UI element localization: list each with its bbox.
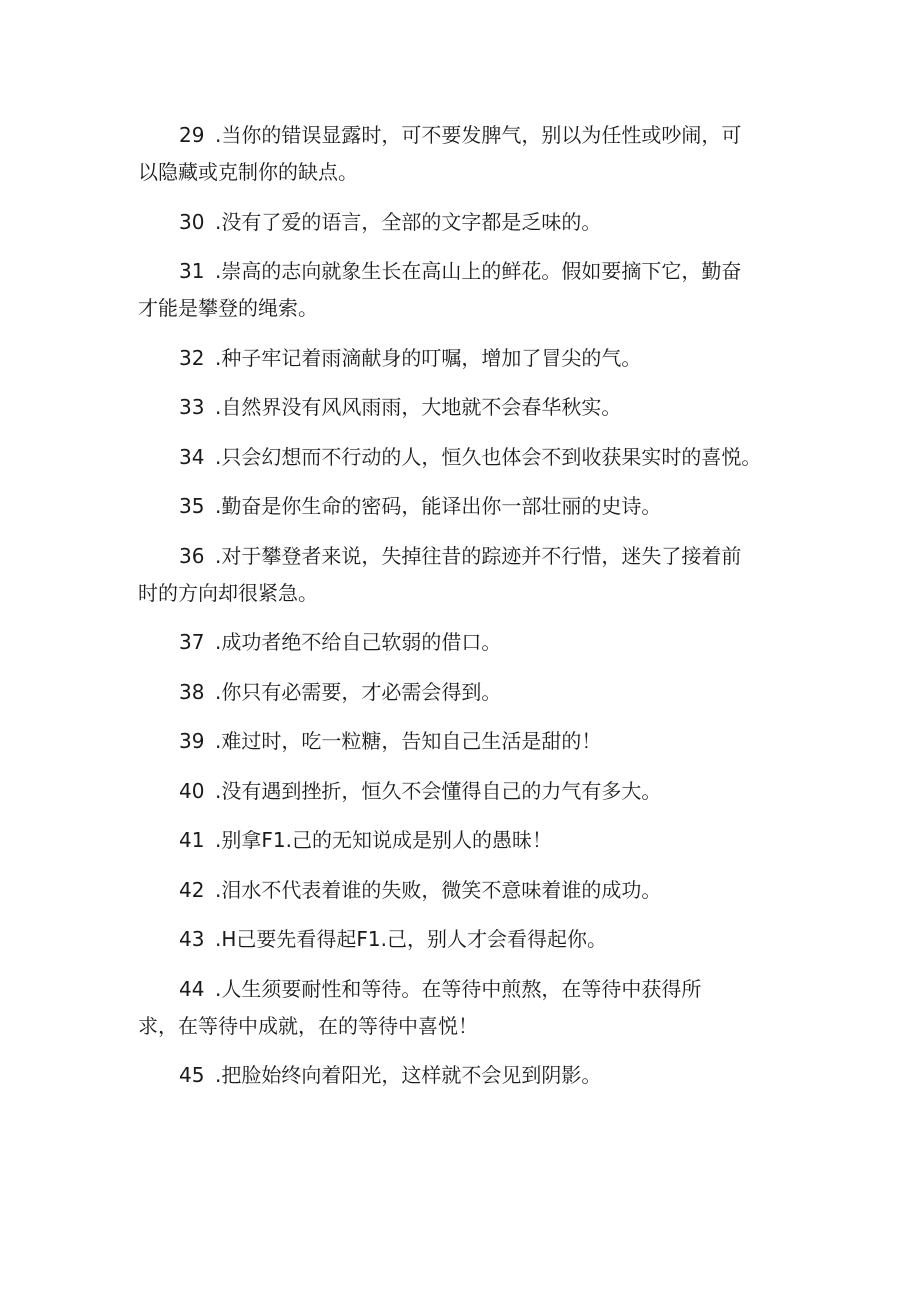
quote-item — [138, 1057, 798, 1107]
quote-item — [138, 253, 798, 340]
item-gap — [138, 612, 798, 625]
quote-number: 45 — [179, 1063, 205, 1087]
quote-first-line — [138, 389, 798, 426]
quote-text: 才能是攀登的绳索。 — [138, 296, 318, 320]
quote-continuation-line — [138, 154, 798, 191]
quote-text: .人生须要耐性和等待。在等待中煎熬，在等待中获得所 — [215, 976, 702, 1001]
quote-number: 34 — [179, 444, 205, 469]
quote-item — [138, 723, 798, 773]
quote-item — [138, 538, 798, 625]
quote-text: .崇高的志向就象生长在高山上的鲜花。假如要摘下它，勤奋 — [215, 259, 742, 283]
quote-item — [138, 921, 798, 971]
quote-text: 时的方向却很紧急。 — [138, 580, 318, 605]
quote-text: .泪水不代表着谁的失败，微笑不意味着谁的成功。 — [215, 877, 662, 902]
quote-number: 36 — [179, 543, 205, 568]
quote-text: 以隐藏或克制你的缺点。 — [138, 160, 358, 184]
quote-first-line — [138, 723, 798, 760]
quote-first-line — [138, 340, 798, 377]
quote-text: .只会幻想而不行动的人，恒久也体会不到收获果实时的喜悦。 — [215, 444, 762, 469]
quote-number: 43 — [179, 927, 205, 951]
quote-item — [138, 773, 798, 823]
quote-first-line — [138, 822, 798, 859]
item-gap — [138, 191, 798, 204]
quote-number: 41 — [179, 828, 205, 852]
quote-first-line — [138, 773, 798, 810]
quote-item — [138, 340, 798, 390]
quote-first-line — [138, 921, 798, 958]
quote-text: .你只有必需要，才必需会得到。 — [215, 679, 502, 704]
quote-text: .勤奋是你生命的密码，能译出你一部壮丽的史诗。 — [215, 494, 662, 518]
item-gap — [138, 241, 798, 254]
quote-text: 求，在等待中成就，在的等待中喜悦！ — [138, 1013, 478, 1038]
quote-number: 31 — [179, 259, 205, 283]
item-gap — [138, 859, 798, 872]
quote-number: 33 — [179, 395, 205, 419]
quote-item — [138, 872, 798, 922]
quote-item — [138, 117, 798, 204]
quote-first-line — [138, 1057, 798, 1094]
quote-number: 39 — [179, 729, 205, 753]
quote-first-line — [138, 488, 798, 525]
quote-number: 42 — [179, 877, 205, 902]
quote-first-line — [138, 971, 798, 1008]
quote-item — [138, 971, 798, 1058]
quote-text: .当你的错误显露时，可不要发脾气，别以为任性或吵闹，可 — [215, 123, 742, 147]
item-gap — [138, 426, 798, 439]
quote-text: .种子牢记着雨滴献身的叮嘱，增加了冒尖的气。 — [215, 345, 642, 370]
quote-number: 40 — [179, 778, 205, 803]
quote-item — [138, 389, 798, 439]
quote-number: 44 — [179, 976, 205, 1001]
quote-item — [138, 822, 798, 872]
quote-number: 32 — [179, 345, 205, 370]
quote-first-line — [138, 872, 798, 909]
item-gap — [138, 661, 798, 674]
quote-number: 29 — [179, 123, 205, 147]
item-gap — [138, 760, 798, 773]
quote-continuation-line — [138, 575, 798, 612]
quote-first-line — [138, 624, 798, 661]
quote-first-line — [138, 439, 798, 476]
quote-number: 38 — [179, 679, 205, 704]
quote-text: .对于攀登者来说，失掉往昔的踪迹并不行惜，迷失了接着前 — [215, 543, 742, 568]
quote-text: .没有遇到挫折，恒久不会懂得自己的力气有多大。 — [215, 778, 662, 803]
item-gap — [138, 810, 798, 823]
item-gap — [138, 909, 798, 922]
quote-list — [138, 117, 798, 1107]
quote-text: .没有了爱的语言，全部的文字都是乏味的。 — [215, 209, 602, 234]
quote-first-line — [138, 253, 798, 290]
quote-item — [138, 488, 798, 538]
quote-text: .把脸始终向着阳光，这样就不会见到阴影。 — [215, 1063, 602, 1087]
item-gap — [138, 1045, 798, 1058]
quote-item — [138, 204, 798, 254]
quote-number: 37 — [179, 630, 205, 654]
item-gap — [138, 525, 798, 538]
quote-text: .别拿F1.己的无知说成是别人的愚昧！ — [215, 828, 552, 852]
quote-item — [138, 674, 798, 724]
quote-first-line — [138, 538, 798, 575]
item-gap — [138, 958, 798, 971]
quote-first-line — [138, 674, 798, 711]
quote-text: .H己要先看得起F1.己，别人才会看得起你。 — [215, 927, 607, 951]
item-gap — [138, 1094, 798, 1107]
quote-text: .自然界没有风风雨雨，大地就不会春华秋实。 — [215, 395, 622, 419]
quote-number: 35 — [179, 494, 205, 518]
quote-text: .难过时，吃一粒糖，告知自己生活是甜的！ — [215, 729, 602, 753]
item-gap — [138, 377, 798, 390]
quote-first-line — [138, 117, 798, 154]
item-gap — [138, 476, 798, 489]
quote-item — [138, 624, 798, 674]
quote-text: .成功者绝不给自己软弱的借口。 — [215, 630, 502, 654]
quote-first-line — [138, 204, 798, 241]
item-gap — [138, 327, 798, 340]
quote-number: 30 — [179, 209, 205, 234]
item-gap — [138, 711, 798, 724]
quote-continuation-line — [138, 290, 798, 327]
quote-continuation-line — [138, 1008, 798, 1045]
quote-item — [138, 439, 798, 489]
